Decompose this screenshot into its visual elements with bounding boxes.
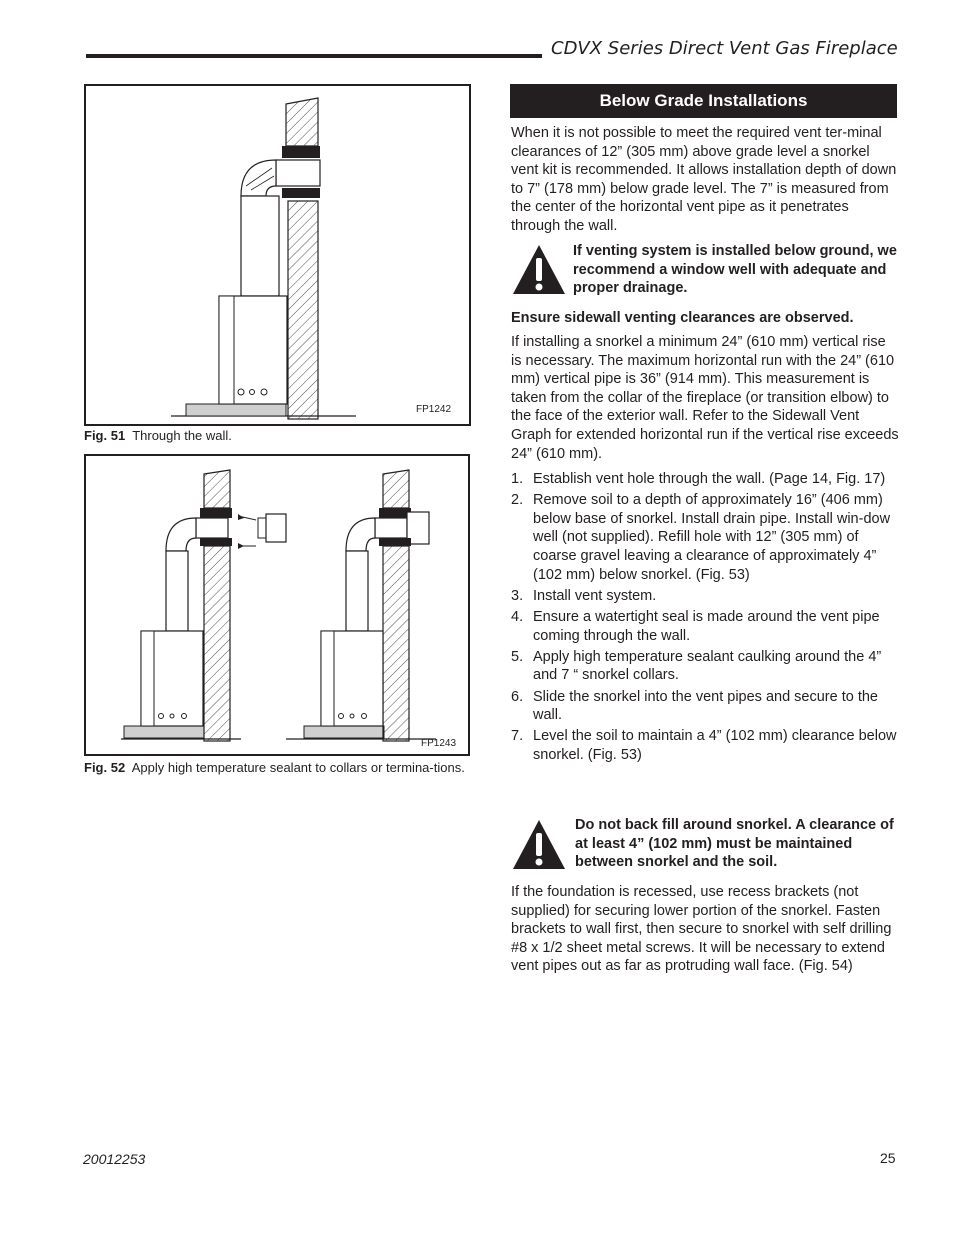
- caption-label: Fig. 51: [84, 428, 126, 443]
- warning-backfill: [510, 815, 902, 875]
- list-item: 7. Level the soil to maintain a 4” (102 mm) clearance below snorkel. (Fig. 53): [511, 728, 897, 763]
- figure-52: [84, 454, 470, 756]
- caption-text: Through the wall.: [132, 428, 232, 443]
- document-number: 20012253: [83, 1151, 146, 1167]
- figure-51-caption: [84, 428, 474, 444]
- caption-label: Fig. 52: [84, 760, 126, 775]
- figure-51: [84, 84, 471, 426]
- snorkel-paragraph: If installing a snorkel a minimum 24” (610 mm) vertical rise is necessary. The maximum horizontal run with the 24” (610 mm) vertical pipe is 36” (914 mm). This measurement is taken from the collar of the fireplace (or transition elbow) to the face of the exterior wall. Refer to the Sidewall Vent Graph for extended horizontal run if the vertical rise exceeds 24” (610 mm).: [511, 334, 899, 462]
- caption-text: Apply high temperature sealant to collars or termina-tions.: [131, 760, 465, 775]
- intro-paragraph: When it is not possible to meet the required vent ter-minal clearances of 12” (305 mm) above grade level a snorkel vent kit is recommended. It allows installation depth of down to 7” (178 mm) below grade level. The 7” is measured from the center of the horizontal vent pipe as it penetrates through the wall.: [511, 125, 897, 234]
- list-item: 2. Remove soil to a depth of approximately 16” (406 mm) below base of snorkel. Install drain pipe. Install win-dow well (not supplied). Refill hole with 12” (305 mm) of coarse gravel leaving a clearance of approximately 4” (102 mm) below snorkel. (Fig. 53): [511, 492, 891, 583]
- warning-window-well: [510, 240, 902, 300]
- section-title: Below Grade Installations: [510, 84, 897, 118]
- page-number: 25: [880, 1150, 896, 1166]
- warning-text: If venting system is installed below ground, we recommend a window well with adequate and proper drainage.: [573, 243, 897, 297]
- installation-steps: [511, 470, 901, 767]
- list-item: 3. Install vent system.: [511, 587, 657, 604]
- warning-icon: [510, 240, 568, 298]
- header-rule: [86, 54, 542, 58]
- clearances-note: Ensure sidewall venting clearances are observed.: [511, 310, 854, 326]
- warning-text: Do not back fill around snorkel. A clearance of at least 4” (102 mm) must be maintained between snorkel and the soil.: [575, 817, 894, 871]
- figure-52-illustration: [86, 456, 468, 754]
- list-item: 1. Establish vent hole through the wall. (Page 14, Fig. 17): [511, 471, 886, 487]
- list-item: 4. Ensure a watertight seal is made around the vent pipe coming through the wall.: [511, 608, 880, 644]
- recess-paragraph: If the foundation is recessed, use recess brackets (not supplied) for securing lower portion of the snorkel. Fasten brackets to wall first, then secure to snorkel with self drilling #8 x 1/2 sheet metal screws. It will be necessary to extend vent pipes out as far as protruding wall face. (Fig. 54): [511, 884, 892, 975]
- figure-52-caption: [84, 760, 470, 776]
- figure-51-illustration: [86, 86, 469, 424]
- list-item: 5. Apply high temperature sealant caulking around the 4” and 7 “ snorkel collars.: [511, 648, 882, 684]
- list-item: 6. Slide the snorkel into the vent pipes and secure to the wall.: [511, 688, 878, 724]
- page-header-title: CDVX Series Direct Vent Gas Fireplace: [551, 38, 898, 59]
- figure-code: FP1242: [416, 404, 452, 415]
- figure-code: FP1243: [421, 738, 457, 749]
- warning-icon: [510, 815, 568, 873]
